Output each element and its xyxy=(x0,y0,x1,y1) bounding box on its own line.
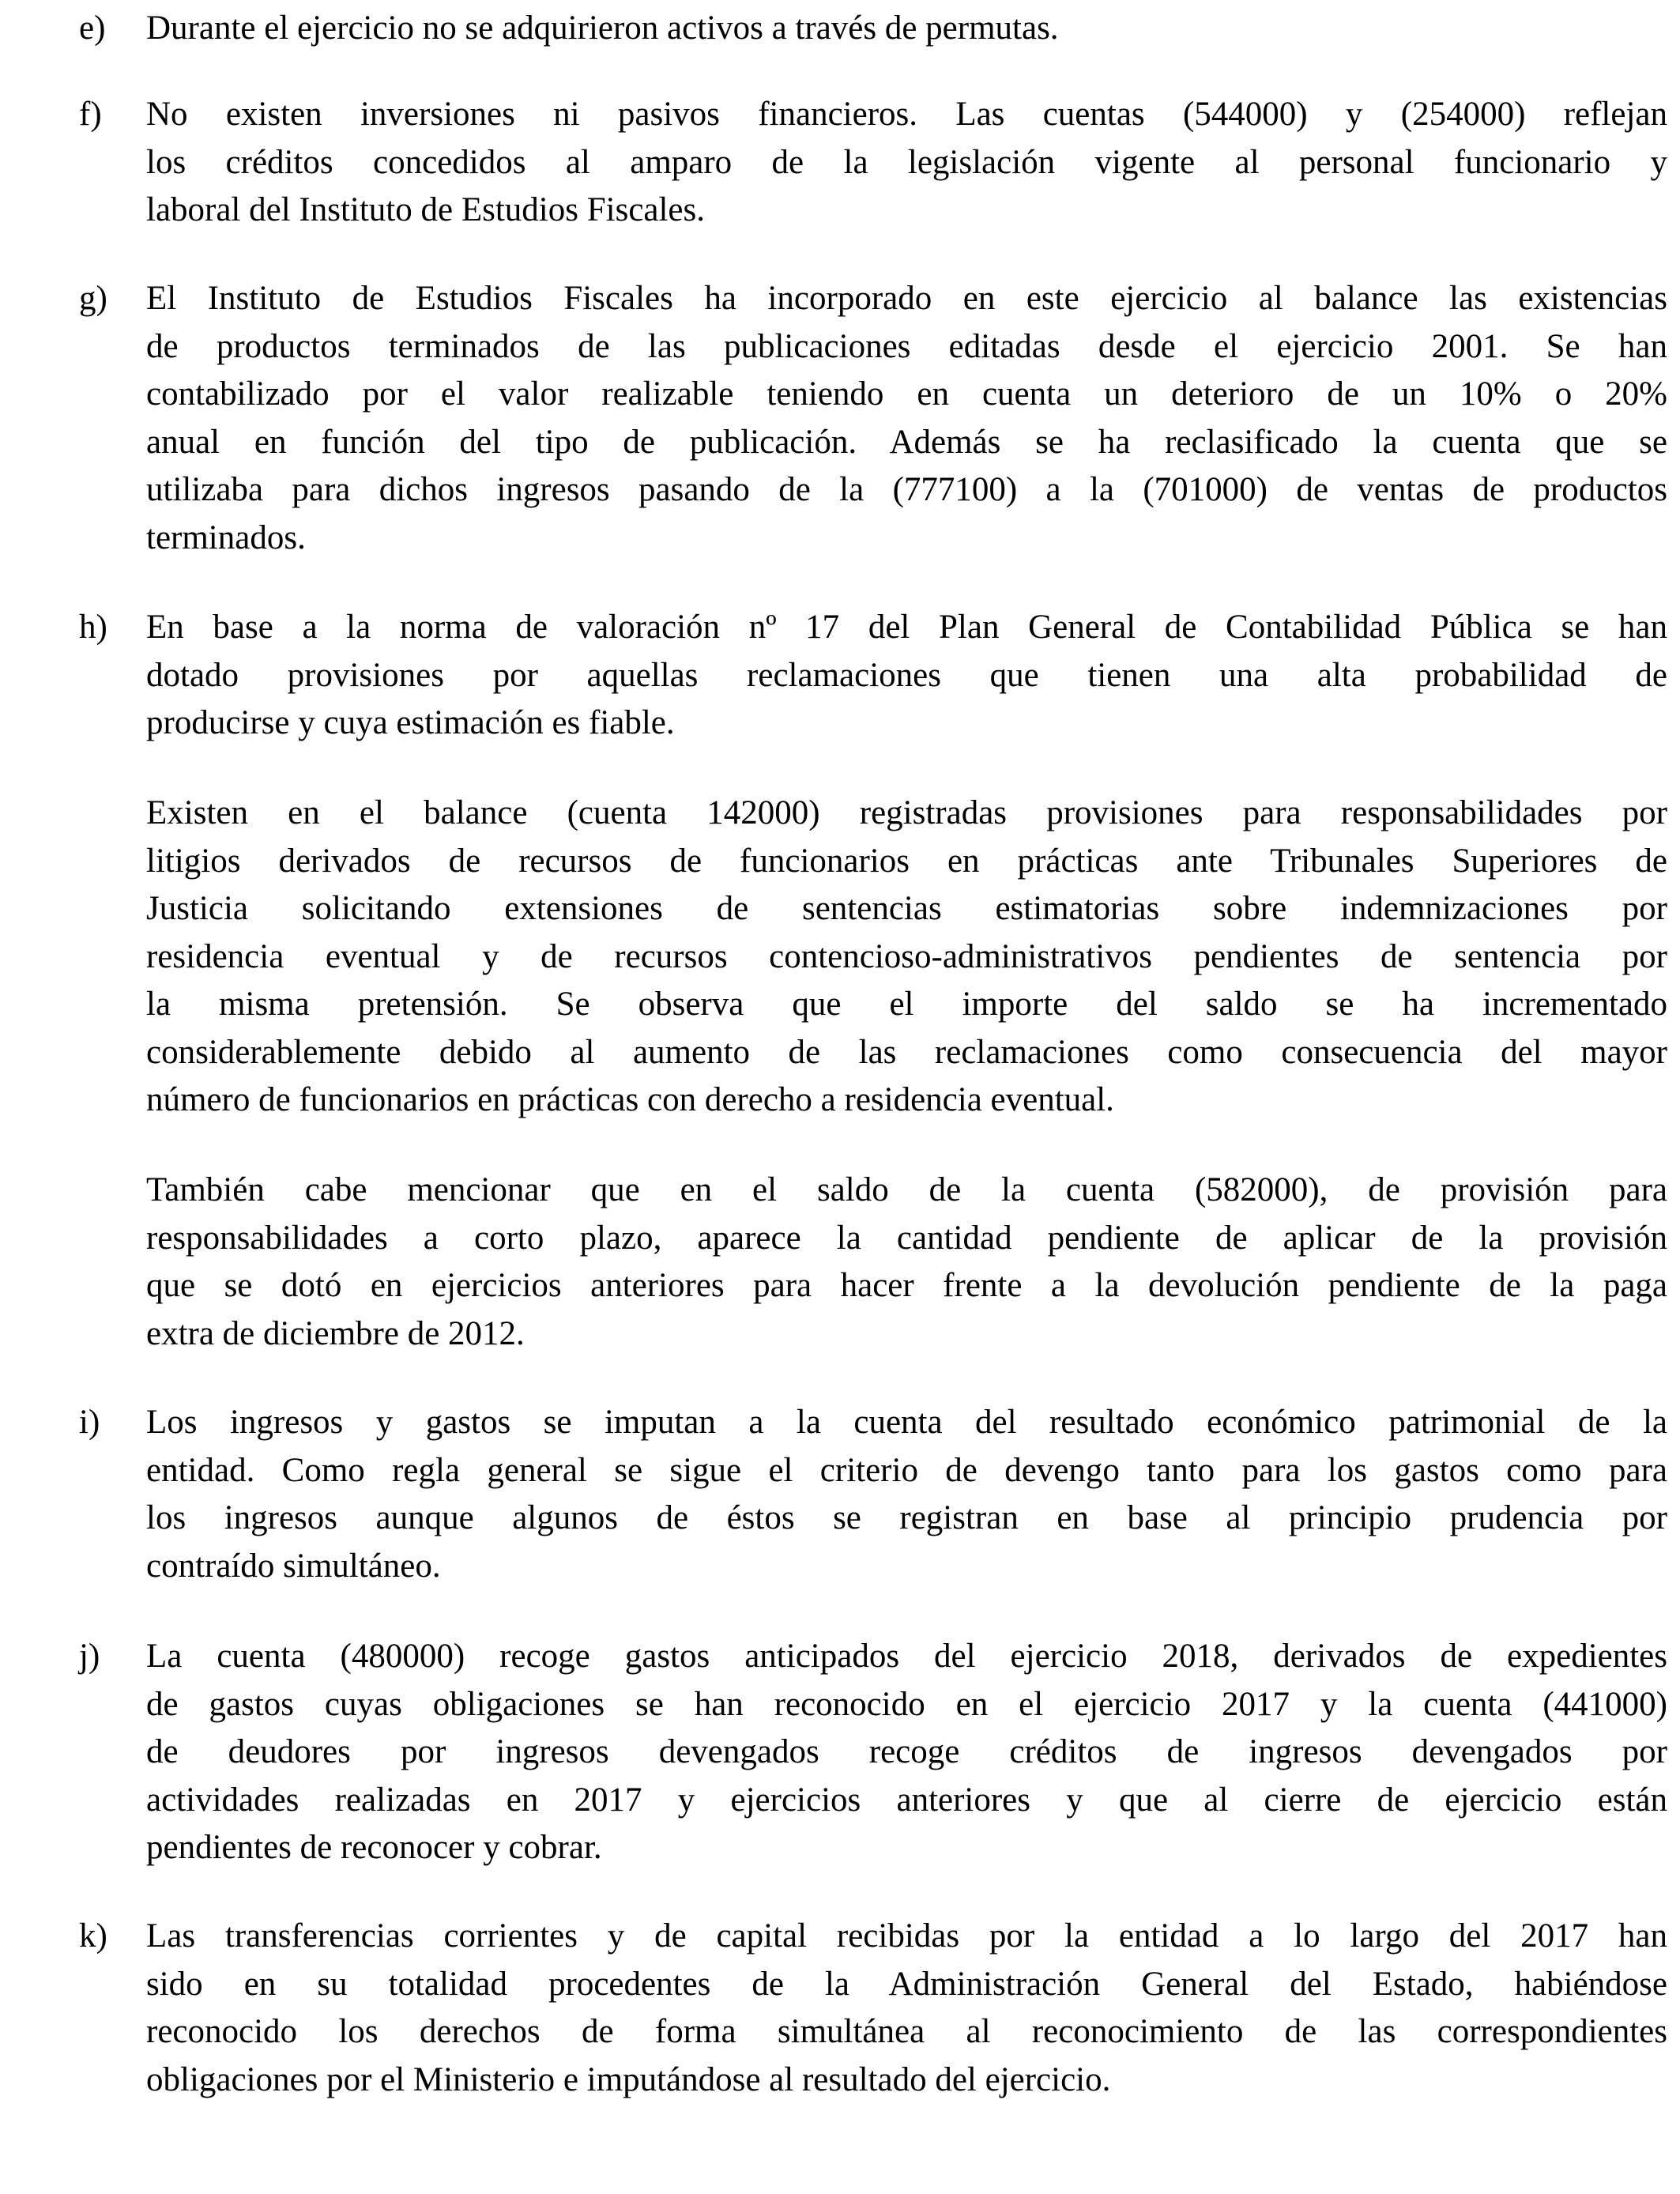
item-paragraph xyxy=(146,91,1667,235)
text-line: la misma pretensión. Se observa que el importe del saldo se ha incrementado xyxy=(146,986,1667,1023)
text-line: extra de diciembre de 2012. xyxy=(146,1314,525,1352)
item-paragraph xyxy=(146,275,1667,562)
text-line: los ingresos aunque algunos de éstos se registran en base al principio prudencia por xyxy=(146,1499,1667,1536)
text-line: No existen inversiones ni pasivos financieros. Las cuentas (544000) y (254000) reflejan xyxy=(146,96,1667,133)
text-line: que se dotó en ejercicios anteriores para hacer frente a la devolución pendiente de la paga xyxy=(146,1267,1667,1304)
text-line: La cuenta (480000) recoge gastos anticipados del ejercicio 2018, derivados de expedientes xyxy=(146,1638,1667,1675)
text-line: número de funcionarios en prácticas con derecho a residencia eventual. xyxy=(146,1081,1114,1118)
item-paragraph xyxy=(146,1167,1667,1358)
text-line: contraído simultáneo. xyxy=(146,1547,441,1585)
text-line: de gastos cuyas obligaciones se han reconocido en el ejercicio 2017 y la cuenta (441000) xyxy=(146,1685,1667,1723)
item-paragraph xyxy=(146,1633,1667,1872)
item-letter: f) xyxy=(79,96,102,133)
item-paragraph xyxy=(146,5,1667,53)
text-line: de productos terminados de las publicaciones editadas desde el ejercicio 2001. Se han xyxy=(146,327,1667,365)
text-line: En base a la norma de valoración nº 17 del Plan General de Contabilidad Pública se han xyxy=(146,609,1667,646)
text-line: reconocido los derechos de forma simultánea al reconocimiento de las correspondientes xyxy=(146,2013,1667,2050)
text-line: utilizaba para dichos ingresos pasando de la (777100) a la (701000) de ventas de productos xyxy=(146,471,1667,508)
text-line: pendientes de reconocer y cobrar. xyxy=(146,1829,602,1866)
item-letter: j) xyxy=(79,1638,100,1675)
text-line: actividades realizadas en 2017 y ejercicios anteriores y que al cierre de ejercicio están xyxy=(146,1781,1667,1819)
text-line: sido en su totalidad procedentes de la Administración General del Estado, habiéndose xyxy=(146,1965,1667,2003)
text-line: los créditos concedidos al amparo de la legislación vigente al personal funcionario y xyxy=(146,143,1667,181)
text-line: Justicia solicitando extensiones de sentencias estimatorias sobre indemnizaciones por xyxy=(146,890,1667,927)
text-line: contabilizado por el valor realizable teniendo en cuenta un deterioro de un 10% o 20% xyxy=(146,375,1667,413)
text-line: considerablemente debido al aumento de las reclamaciones como consecuencia del mayor xyxy=(146,1033,1667,1071)
item-letter: i) xyxy=(79,1404,100,1441)
item-letter: h) xyxy=(79,609,107,646)
text-line: También cabe mencionar que en el saldo de la cuenta (582000), de provisión para xyxy=(146,1171,1667,1208)
item-paragraph xyxy=(146,604,1667,748)
text-line: obligaciones por el Ministerio e imputándose al resultado del ejercicio. xyxy=(146,2060,1111,2098)
text-line: litigios derivados de recursos de funcionarios en prácticas ante Tribunales Superiores de xyxy=(146,842,1667,880)
text-line: laboral del Instituto de Estudios Fiscales. xyxy=(146,191,706,228)
item-paragraph xyxy=(146,1913,1667,2104)
item-paragraph xyxy=(146,1399,1667,1590)
text-line: entidad. Como regla general se sigue el criterio de devengo tanto para los gastos como para xyxy=(146,1451,1667,1489)
text-line: Durante el ejercicio no se adquirieron activos a través de permutas. xyxy=(146,9,1059,47)
text-line: responsabilidades a corto plazo, aparece la cantidad pendiente de aplicar de la provisión xyxy=(146,1219,1667,1257)
text-line: Existen en el balance (cuenta 142000) registradas provisiones para responsabilidades por xyxy=(146,794,1667,831)
text-line: dotado provisiones por aquellas reclamaciones que tienen una alta probabilidad de xyxy=(146,656,1667,694)
text-line: Las transferencias corrientes y de capital recibidas por la entidad a lo largo del 2017 han xyxy=(146,1917,1667,1955)
text-line: El Instituto de Estudios Fiscales ha incorporado en este ejercicio al balance las existencias xyxy=(146,280,1667,317)
text-line: anual en función del tipo de publicación. Además se ha reclasificado la cuenta que se xyxy=(146,423,1667,461)
item-letter: g) xyxy=(79,280,107,317)
text-line: residencia eventual y de recursos contencioso-administrativos pendientes de sentencia por xyxy=(146,937,1667,975)
item-paragraph xyxy=(146,790,1667,1125)
item-letter: e) xyxy=(79,9,106,47)
text-line: terminados. xyxy=(146,518,306,556)
text-line: de deudores por ingresos devengados recoge créditos de ingresos devengados por xyxy=(146,1733,1667,1770)
text-line: Los ingresos y gastos se imputan a la cuenta del resultado económico patrimonial de la xyxy=(146,1404,1667,1441)
text-line: producirse y cuya estimación es fiable. xyxy=(146,704,675,741)
item-letter: k) xyxy=(79,1917,107,1955)
